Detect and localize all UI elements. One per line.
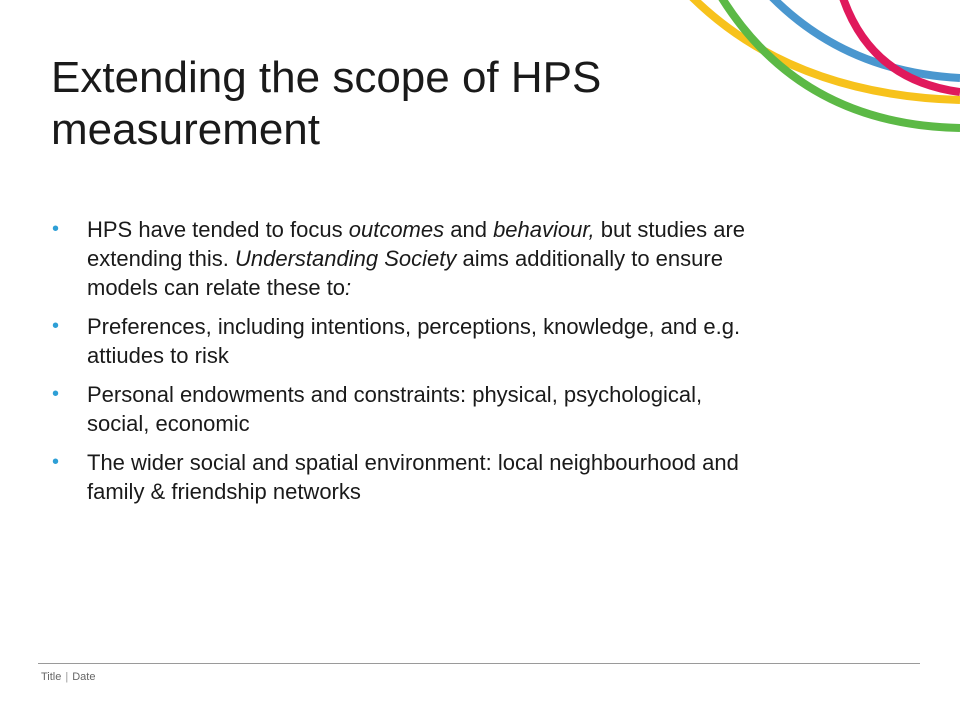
bullet-segment-italic: behaviour, [493, 217, 595, 242]
bullet-item [52, 215, 752, 302]
bullet-item [52, 380, 752, 438]
bullet-item [52, 448, 752, 506]
footer-date: Date [72, 671, 96, 683]
bullet-segment: and [444, 217, 494, 242]
arc-magenta [842, 0, 960, 92]
bullet-icon: • [52, 383, 60, 405]
arc-blue [770, 0, 960, 78]
footer [41, 671, 95, 683]
bullet-segment-italic: outcomes [348, 217, 445, 242]
footer-separator: | [65, 671, 69, 683]
slide-title: Extending the scope of HPS measurement [51, 53, 602, 154]
arc-green [720, 0, 960, 128]
bullet-text: Personal endowments and constraints: physical, psychological, social, economic [87, 382, 703, 436]
bullet-text [87, 217, 745, 300]
bullet-segment-italic: : [345, 275, 352, 300]
bullet-icon: • [52, 218, 60, 240]
bullet-segment-italic: Understanding Society [234, 246, 457, 271]
bullet-list [52, 215, 752, 516]
bullet-segment: but studies are extending this. [87, 217, 746, 271]
footer-title: Title [41, 671, 62, 683]
bullet-item [52, 312, 752, 370]
bullet-segment: HPS have tended to focus [87, 217, 349, 242]
bullet-icon: • [52, 451, 60, 473]
bullet-segment: aims additionally to ensure models can relate these to [87, 246, 723, 300]
bullet-text: Preferences, including intentions, perceptions, knowledge, and e.g. attiudes to risk [87, 314, 741, 368]
bullet-text: The wider social and spatial environment: local neighbourhood and family & friendship networks [87, 450, 739, 504]
bullet-icon: • [52, 315, 60, 337]
footer-divider [38, 663, 920, 664]
